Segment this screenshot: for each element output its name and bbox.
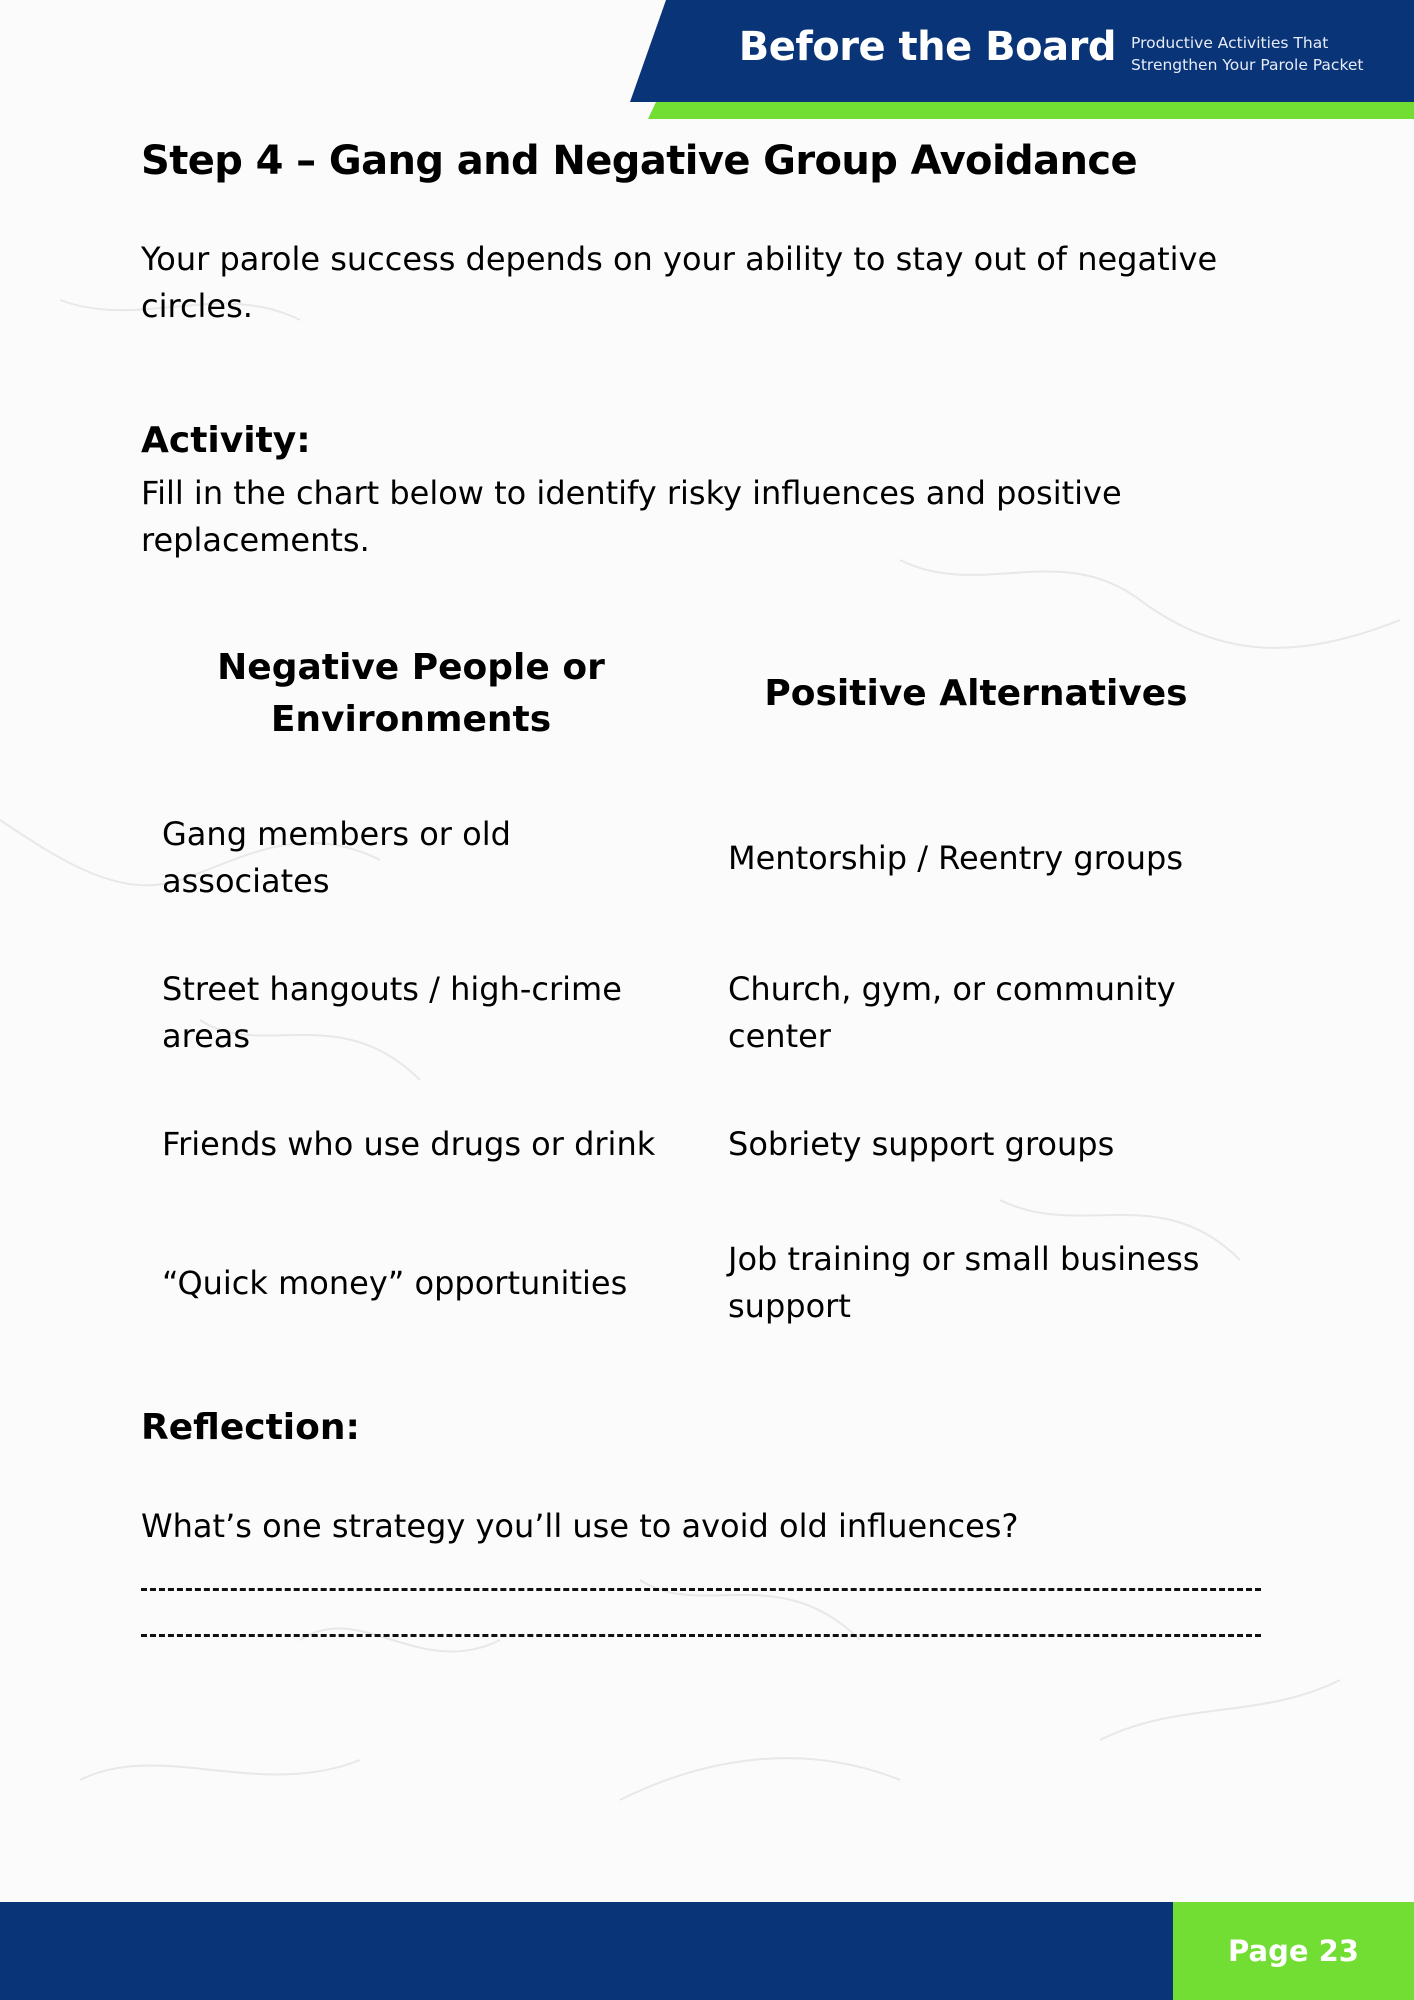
negative-cell[interactable]: Street hangouts / high-crime areas (162, 970, 622, 1055)
column-header-negative: Negative People or Environments (217, 647, 605, 740)
page-title: Step 4 – Gang and Negative Group Avoidance (141, 138, 1137, 184)
intro-paragraph: Your parole success depends on your ability to stay out of negative circles. (141, 240, 1218, 325)
negative-cell[interactable]: Friends who use drugs or drink (162, 1124, 656, 1163)
header-tagline-line1: Productive Activities That (1131, 34, 1329, 52)
reflection-question: What’s one strategy you’ll use to avoid old influences? (141, 1507, 1019, 1545)
column-header-positive: Positive Alternatives (764, 673, 1188, 714)
activity-heading: Activity: (141, 420, 311, 461)
answer-line[interactable] (141, 1588, 1261, 1591)
negative-cell[interactable]: “Quick money” opportunities (162, 1263, 628, 1302)
activity-instructions: Fill in the chart below to identify risky influences and positive replacements. (141, 474, 1122, 559)
answer-line[interactable] (141, 1634, 1261, 1637)
header-tagline (1131, 32, 1401, 76)
header-tagline-line2: Strengthen Your Parole Packet (1131, 56, 1364, 74)
page-number: Page 23 (1228, 1934, 1359, 1968)
header-title: Before the Board (738, 24, 1116, 70)
positive-cell[interactable]: Mentorship / Reentry groups (728, 838, 1184, 877)
negative-cell[interactable]: Gang members or old associates (162, 815, 511, 900)
positive-cell[interactable]: Church, gym, or community center (728, 970, 1176, 1055)
reflection-heading: Reflection: (141, 1407, 360, 1448)
header-accent-stripe (648, 102, 1414, 119)
positive-cell[interactable]: Sobriety support groups (728, 1124, 1115, 1163)
positive-cell[interactable]: Job training or small business support (728, 1240, 1200, 1325)
